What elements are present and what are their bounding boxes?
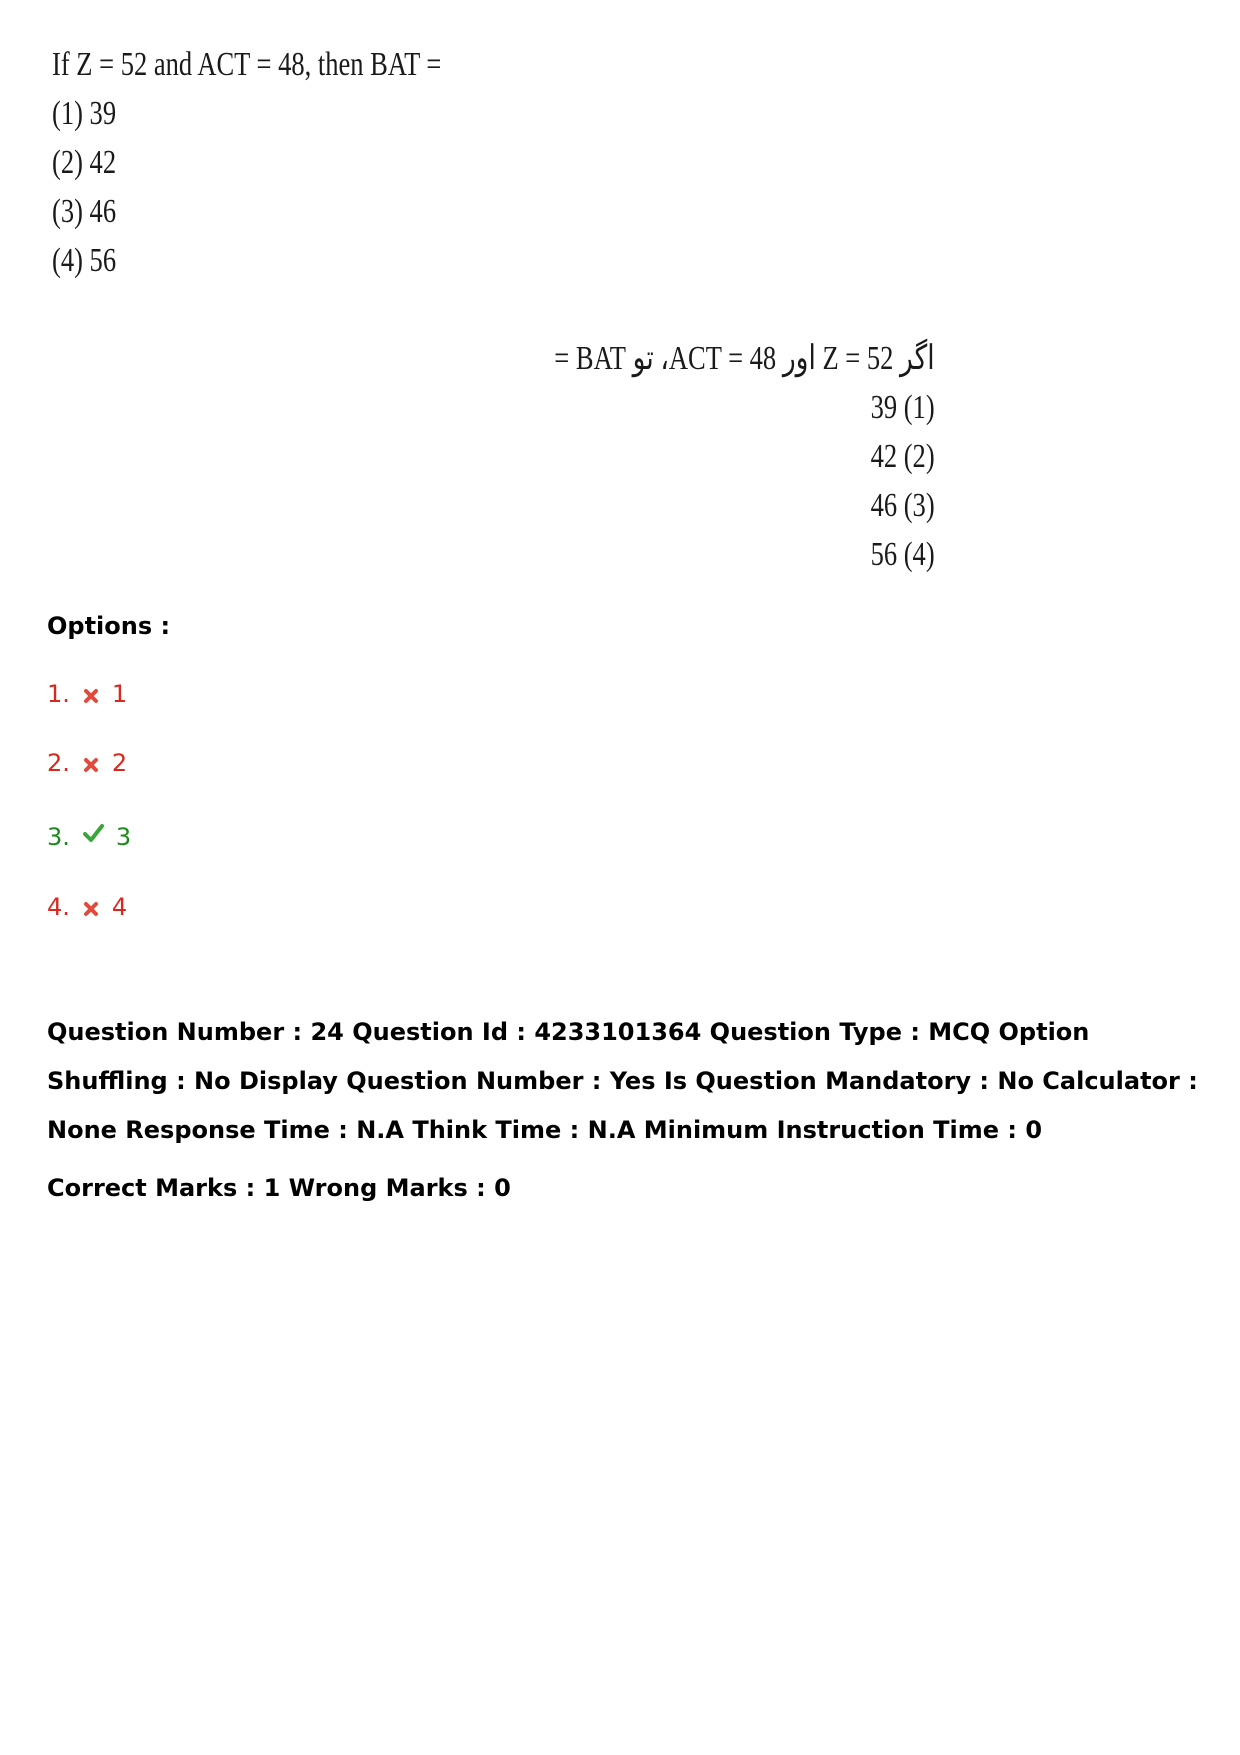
cross-icon: [80, 754, 102, 776]
option-text: 3: [115, 823, 132, 851]
question-details: Question Number : 24 Question Id : 4233101364 Question Type : MCQ Option Shuffling : No Display Question Number : Yes Is Question Mandatory : No Calculator : None Response Time : N.A Think Time : N.A Minimum Instruction Time : 0: [47, 1018, 1198, 1144]
choice-urdu-1: 39 (1): [870, 389, 935, 426]
choice-english-4: (4) 56: [52, 242, 117, 279]
option-1: [47, 680, 127, 708]
options-heading: Options :: [47, 612, 171, 640]
option-number: 2.: [47, 749, 70, 777]
option-4: [47, 893, 127, 921]
question-stem-english: If Z = 52 and ACT = 48, then BAT =: [52, 46, 442, 83]
option-text: 2: [111, 749, 128, 777]
check-icon: [80, 822, 106, 844]
option-number: 4.: [47, 893, 70, 921]
option-number: 1.: [47, 680, 70, 708]
choice-english-1: (1) 39: [52, 95, 117, 132]
option-text: 1: [111, 680, 128, 708]
choice-english-2: (2) 42: [52, 144, 117, 181]
choice-english-3: (3) 46: [52, 193, 117, 230]
option-text: 4: [111, 893, 128, 921]
choice-urdu-3: 46 (3): [870, 487, 935, 524]
choice-urdu-4: 56 (4): [870, 536, 935, 573]
question-english: [52, 40, 441, 285]
choice-urdu-2: 42 (2): [870, 438, 935, 475]
cross-icon: [80, 898, 102, 920]
option-2: [47, 749, 127, 777]
question-urdu: [555, 334, 935, 579]
marks-info: Correct Marks : 1 Wrong Marks : 0: [47, 1174, 511, 1202]
option-number: 3.: [47, 823, 70, 851]
question-stem-urdu: اگر Z = 52 اور ACT = 48، تو BAT =: [554, 340, 935, 377]
option-3: [47, 823, 131, 851]
cross-icon: [80, 685, 102, 707]
